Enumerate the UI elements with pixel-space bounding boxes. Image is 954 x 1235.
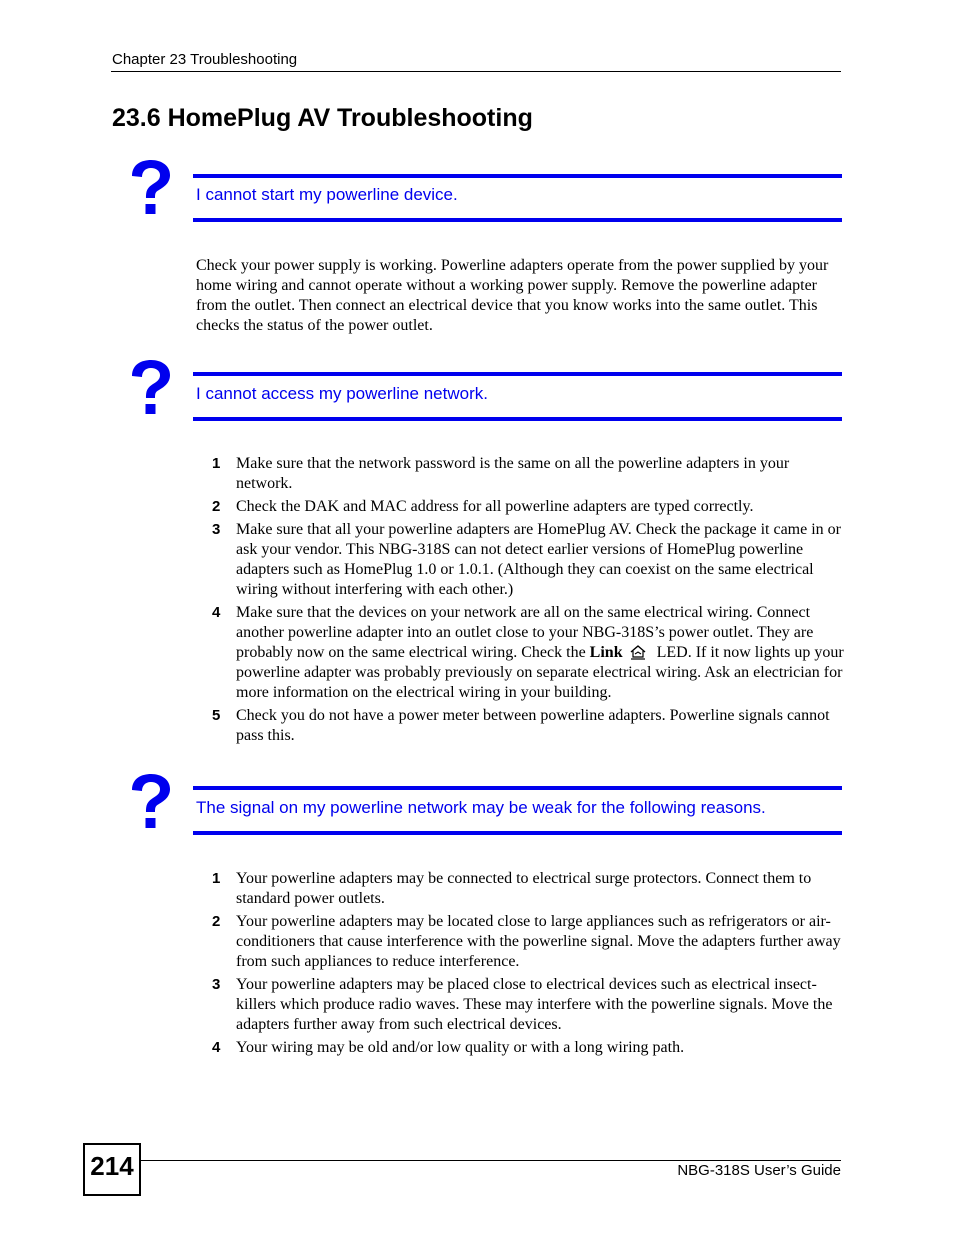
list-text: Your powerline adapters may be placed close to electrical devices such as electrical insect-killers which produce radio waves. These may interfere with the powerline signals. Move the adapters further away from such electrical devices. (236, 976, 833, 1033)
list-number: 2 (212, 498, 221, 515)
link-led-label: Link (589, 644, 623, 661)
list-text: Check the DAK and MAC address for all powerline adapters are typed correctly. (236, 498, 754, 515)
list-number: 4 (212, 604, 221, 621)
list-item (196, 975, 844, 1035)
guide-title: NBG-318S User’s Guide (677, 1162, 841, 1179)
list-number: 5 (212, 707, 221, 724)
list-item (196, 603, 844, 703)
list-item (196, 912, 844, 972)
list-item (196, 454, 844, 494)
list-text: Your powerline adapters may be located close to large appliances such as refrigerators or air-conditioners that cause interference with the powerline signal. Move the adapters further away from such appliances to reduce interference. (236, 913, 841, 970)
list-text: Make sure that all your powerline adapters are HomePlug AV. Check the package it came in or ask your vendor. This NBG-318S can not detect earlier versions of HomePlug powerline adapters such as HomePlug 1.0 or 1.0.1. (Although they can coexist on the same electrical wiring without interfering with each other.) (236, 521, 841, 598)
question-bar-bottom (193, 218, 842, 222)
numbered-list (196, 869, 844, 1061)
question-bar-bottom (193, 831, 842, 835)
page-number-box (83, 1143, 141, 1196)
question-mark-icon (126, 360, 176, 416)
question-mark-icon (126, 774, 176, 830)
list-number: 1 (212, 870, 221, 887)
section-title: 23.6 HomePlug AV Troubleshooting (112, 104, 533, 132)
list-item (196, 497, 844, 517)
list-text: Make sure that the network password is the same on all the powerline adapters in your network. (236, 455, 790, 492)
list-number: 3 (212, 521, 221, 538)
question-bar-top (193, 786, 842, 790)
question-bar-bottom (193, 417, 842, 421)
link-led-icon (629, 644, 647, 660)
list-number: 1 (212, 455, 221, 472)
list-text: Your wiring may be old and/or low quality or with a long wiring path. (236, 1039, 685, 1056)
header-divider (111, 71, 841, 72)
question-3: The signal on my powerline network may be weak for the following reasons. (196, 798, 766, 817)
list-text: Check you do not have a power meter between powerline adapters. Powerline signals cannot pass this. (236, 707, 830, 744)
list-item (196, 520, 844, 600)
question-2: I cannot access my powerline network. (196, 384, 488, 403)
chapter-header: Chapter 23 Troubleshooting (112, 51, 298, 68)
list-item (196, 869, 844, 909)
answer-paragraph: Check your power supply is working. Powerline adapters operate from the power supplied by your home wiring and cannot operate without a working power supply. Remove the powerline adapter from the outlet. Then connect an electrical device that you know works into the same outlet. This checks the status of the power outlet. (196, 257, 829, 334)
list-number: 4 (212, 1039, 221, 1056)
question-mark-icon (126, 160, 176, 216)
list-item (196, 1038, 844, 1058)
question-bar-top (193, 174, 842, 178)
page-number: 214 (90, 1151, 134, 1181)
list-text: LED. If it now lights up your powerline adapter was probably previously on separate electrical wiring. Ask an electrician for more information on the electrical wiring in your building. (236, 644, 844, 701)
question-1: I cannot start my powerline device. (196, 185, 458, 204)
list-text: Make sure that the devices on your network are all on the same electrical wiring. Connect another powerline adapter into an outlet close to your NBG-318S’s power outlet. They are probably now on the same electrical wiring. Check the (236, 604, 814, 661)
list-number: 3 (212, 976, 221, 993)
footer-divider (139, 1160, 841, 1161)
list-text: Your powerline adapters may be connected to electrical surge protectors. Connect them to standard power outlets. (236, 870, 812, 907)
numbered-list (196, 454, 844, 749)
question-bar-top (193, 372, 842, 376)
list-item (196, 706, 844, 746)
list-number: 2 (212, 913, 221, 930)
